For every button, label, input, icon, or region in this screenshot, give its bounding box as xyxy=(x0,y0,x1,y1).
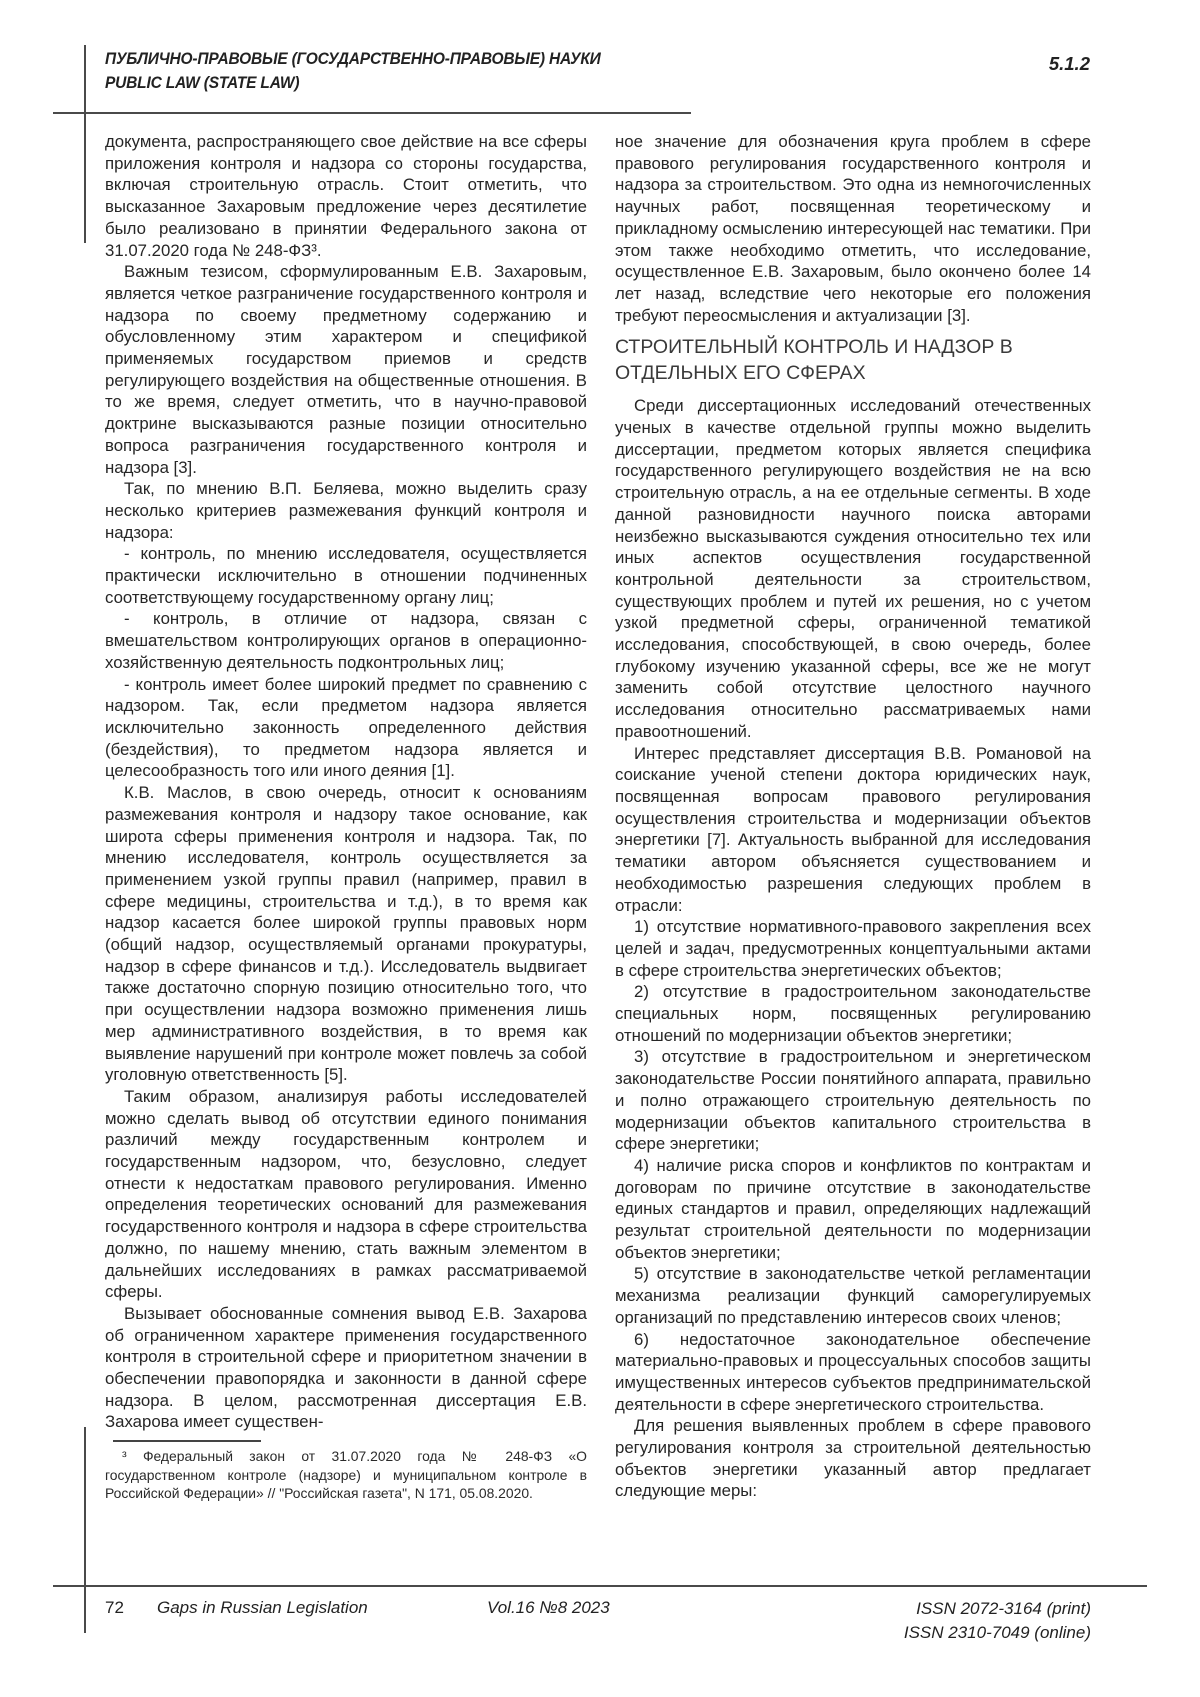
issn-online: ISSN 2310-7049 (online) xyxy=(903,1623,1091,1642)
paragraph: - контроль имеет более широкий предмет по сравнению с надзором. Так, если предметом надзора является исключительно законность определенного действия (бездействия), то предметом надзора является и целесообразность того или иного деяния [1]. xyxy=(105,674,587,781)
section-heading: СТРОИТЕЛЬНЫЙ КОНТРОЛЬ И НАДЗОР В ОТДЕЛЬНЫХ ЕГО СФЕРАХ xyxy=(615,336,1013,384)
paragraph: Среди диссертационных исследований отечественных ученых в качестве отдельной группы можно выделить диссертации, предметом которых является специфика государственного регулирующего воздействия не на всю строительную отрасль, а на ее отдельные сегменты. В ходе данной разновидности научного поиска авторами неизбежно высказываются суждения относительно тех или иных аспектов осуществления государственной контрольной деятельности за строительством, существующих проблем и путей их решения, но с учетом узкой предметной сферы, ограниченной тематикой исследования, способствующей, в свою очередь, более глубокому изучению указанной сферы, все же не могут заменить собой отсутствие целостного научного исследования относительно рассматриваемых нами правоотношений. xyxy=(615,396,1091,741)
page-number: 72 xyxy=(105,1598,124,1617)
paragraph: - контроль, в отличие от надзора, связан с вмешательством контролирующих органов в операционно-хозяйственную деятельность подконтрольных лиц; xyxy=(105,609,587,672)
paragraph: 6) недостаточное законодательное обеспечение материально-правовых и процессуальных способов защиты имущественных интересов субъектов предпринимательской деятельности в сфере энергетического строительства. xyxy=(615,1329,1091,1414)
right-column xyxy=(615,131,1091,1502)
paragraph: - контроль, по мнению исследователя, осуществляется практически исключительно в отношении подчиненных соответствующему государственному органу лиц; xyxy=(105,544,587,607)
page-footer xyxy=(105,1597,1091,1645)
issn-print: ISSN 2072-3164 (print) xyxy=(916,1599,1091,1618)
running-head xyxy=(105,47,819,95)
left-margin-rule-bottom xyxy=(84,1427,86,1633)
paragraph: ное значение для обозначения круга проблем в сфере правового регулирования государственного контроля и надзора за строительством. Это одна из немногочисленных научных работ, посвященная теоретическому и прикладному осмыслению интересующей нас тематики. При этом также необходимо отметить, что исследование, осуществленное Е.В. Захаровым, было окончено более 14 лет назад, вследствие чего некоторые его положения требуют переосмысления и актуализации [3]. xyxy=(615,132,1091,325)
footnote: ³ Федеральный закон от 31.07.2020 года № 248-ФЗ «О государственном контроле (надзоре) и муниципальном контроле в Российской Федерации» // "Российская газета", N 171, 05.08.2020. xyxy=(105,1448,587,1502)
paragraph: 3) отсутствие в градостроительном и энергетическом законодательстве России понятийного аппарата, правильно и полно отражающего строительную деятельность по модернизации объектов капитального строительства в сфере энергетики; xyxy=(615,1047,1091,1154)
left-column xyxy=(105,131,587,1503)
section-label-en: PUBLIC LAW (STATE LAW) xyxy=(105,74,300,92)
paragraph: 1) отсутствие нормативного-правового закрепления всех целей и задач, предусмотренных концептуальными актами в сфере строительства энергетических объектов; xyxy=(615,917,1091,980)
paragraph: Так, по мнению В.П. Беляева, можно выделить сразу несколько критериев размежевания функций контроля и надзора: xyxy=(105,479,587,542)
paragraph: 2) отсутствие в градостроительном законодательстве специальных норм, посвященных регулированию отношений по модернизации объектов энергетики; xyxy=(615,982,1091,1045)
paragraph: Для решения выявленных проблем в сфере правового регулирования контроля за строительной деятельностью объектов энергетики указанный автор предлагает следующие меры: xyxy=(615,1416,1091,1501)
footer-divider xyxy=(53,1585,1147,1587)
volume-info: Vol.16 №8 2023 xyxy=(487,1598,610,1617)
paragraph: Важным тезисом, сформулированным Е.В. Захаровым, является четкое разграничение государственного контроля и надзора по своему предметному содержанию и обусловленному этим характером и спецификой применяемых государством приемов и средств регулирующего воздействия на общественные отношения. В то же время, следует отметить, что в научно-правовой доктрине высказываются разные позиции относительно вопроса разграничения государственного контроля и надзора [3]. xyxy=(105,262,587,477)
paragraph: Таким образом, анализируя работы исследователей можно сделать вывод об отсутствии единого понимания различий между государственным контролем и государственным надзором, что, безусловно, следует отнести к недостаткам правового регулирования. Именно определения теоретических оснований для размежевания государственного контроля и надзора в сфере строительства должно, по нашему мнению, стать важным элементом в дальнейших исследованиях в рамках рассматриваемой сферы. xyxy=(105,1086,587,1302)
paragraph: Интерес представляет диссертация В.В. Романовой на соискание ученой степени доктора юридических наук, посвященная вопросам правового регулирования осуществления строительства и модернизации объектов энергетики [7]. Актуальность выбранной для исследования тематики автором объясняется существованием и необходимостью разрешения следующих проблем в отрасли: xyxy=(615,743,1091,915)
journal-title: Gaps in Russian Legislation xyxy=(157,1598,368,1617)
paragraph: 5) отсутствие в законодательстве четкой регламентации механизма реализации функций саморегулируемых организаций по представлению интересов своих членов; xyxy=(615,1264,1091,1327)
paragraph: Вызывает обоснованные сомнения вывод Е.В. Захарова об ограниченном характере применения государственного контроля в строительной сфере и приоритетном значении в обеспечении правопорядка и законности в данной сфере надзора. В целом, рассмотренная диссертация Е.В. Захарова имеет существен- xyxy=(105,1303,587,1432)
left-margin-rule-top xyxy=(84,45,86,243)
paragraph: К.В. Маслов, в свою очередь, относит к основаниям размежевания контроля и надзору такое основание, как широта сферы применения контроля и надзора. Так, по мнению исследователя, контроль осуществляется за применением узкой группы правил (например, правил в сфере медицины, строительства и т.д.), в то время как надзор касается более широкой группы правовых норм (общий надзор, осуществляемый органами прокуратуры, надзор в сфере финансов и т.д.). Исследователь выдвигает также достаточно спорную позицию относительно того, что при осуществлении надзора возможно применения лишь мер административного воздействия, в то время как выявление нарушений при контроле может повлечь за собой уголовную ответственность [5]. xyxy=(105,783,587,1085)
right-column-paragraphs-top xyxy=(615,131,1091,326)
left-column-paragraphs xyxy=(105,131,587,1433)
paragraph: документа, распространяющего свое действие на все сферы приложения контроля и надзора со стороны государства, включая строительную отрасль. Стоит отметить, что высказанное Захаровым предложение через десятилетие было реализовано в принятии Федерального закона от 31.07.2020 года № 248-ФЗ³. xyxy=(105,132,587,260)
paragraph: 4) наличие риска споров и конфликтов по контрактам и договорам по причине отсутствие в законодательстве единых стандартов и правил, определяющих надлежащий результат строительной деятельности по модернизации объектов энергетики; xyxy=(615,1155,1091,1262)
footnote-separator xyxy=(113,1440,261,1442)
header-divider xyxy=(53,112,691,114)
issn-block xyxy=(707,1597,1091,1645)
right-column-paragraphs-bottom xyxy=(615,395,1091,1502)
classifier-code: 5.1.2 xyxy=(1048,53,1090,74)
section-label-ru: ПУБЛИЧНО-ПРАВОВЫЕ (ГОСУДАРСТВЕННО-ПРАВОВЫЕ) НАУКИ xyxy=(105,50,601,68)
